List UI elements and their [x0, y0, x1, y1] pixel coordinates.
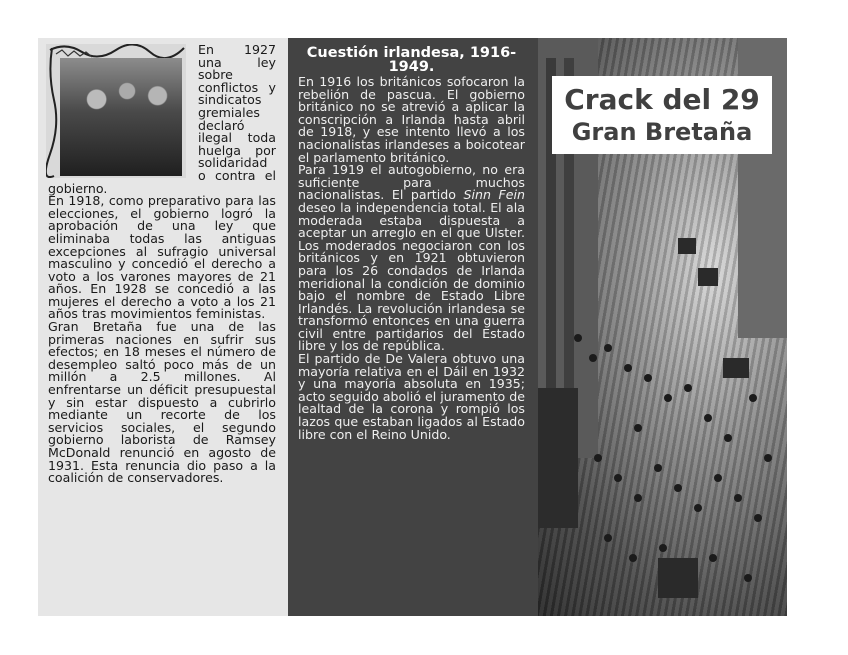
title-box: [552, 76, 772, 154]
cover-subtitle: Gran Bretaña: [571, 118, 753, 146]
middle-paragraph-2-end: deseo la independencia total. El ala moderada estaba dispuesta a aceptar un arreglo en el que Ulster. Los moderados negociaron con los británicos y en 1921 obtuvieron para los 26 condados de Irlanda meridional la condición de dominio bajo el nombre de Estado Libre Irlandés. La revolución irlandesa se transformó entonces en una guerra civil entre partidarios del Estado libre y los de república.: [298, 199, 525, 354]
leaflet: [38, 38, 787, 616]
left-paragraph-3: Gran Bretaña fue una de las primeras naciones en sufrir sus efectos; en 18 meses el número de desempleo saltó poco más de un millón a 2.5 millones. Al enfrentarse un déficit presupuestal y sin estar dispuesto a cubrirlo mediante un recorte de los servicios sociales, el segundo gobierno laborista de Ramsey McDonald renunció en agosto de 1931. Esta renuncia dio paso a la coalición de conservadores.: [48, 319, 276, 486]
cover-title: Crack del 29: [564, 83, 760, 116]
middle-panel: [288, 38, 538, 616]
middle-heading: Cuestión irlandesa, 1916-1949.: [306, 45, 517, 75]
left-paragraph-2: En 1918, como preparativo para las elecciones, el gobierno logró la aprobación de una ley que eliminaba todas las antiguas excepciones al sufragio universal masculino y concedió el derecho a voto a los varones mayores de 21 años. En 1928 se concedió a las mujeres el derecho a voto a los 21 años tras movimientos feministas.: [48, 193, 276, 322]
middle-paragraph-2: [298, 164, 525, 353]
cover-panel: [538, 38, 787, 616]
middle-paragraph-2-start: Para 1919 el autogobierno, no era suficiente para muchos nacionalistas. El partido: [298, 162, 525, 203]
middle-paragraph-1: En 1916 los británicos sofocaron la rebelión de pascua. El gobierno británico no se atrevió a aplicar la conscripción a Irlanda hasta abril de 1918, y ese intento llevó a los nacionalistas irlandeses a boicotear el parlamento británico.: [298, 74, 525, 165]
politicians-photo: [46, 44, 186, 178]
left-paragraph-1: En 1927 una ley sobre conflictos y sindicatos gremiales declaró ilegal toda huelga por solidaridad o contra el gobierno.: [48, 42, 276, 196]
left-panel: [38, 38, 288, 616]
sinn-fein-text: Sinn Fein: [463, 187, 525, 203]
middle-paragraph-3: El partido de De Valera obtuvo una mayoría relativa en el Dáil en 1932 y una mayoría absoluta en 1935; acto seguido abolió el juramento de lealtad de la corona y rompió los lazos que estaban ligados al Estado libre con el Reino Unido.: [298, 351, 525, 442]
photo-image: [60, 58, 182, 176]
